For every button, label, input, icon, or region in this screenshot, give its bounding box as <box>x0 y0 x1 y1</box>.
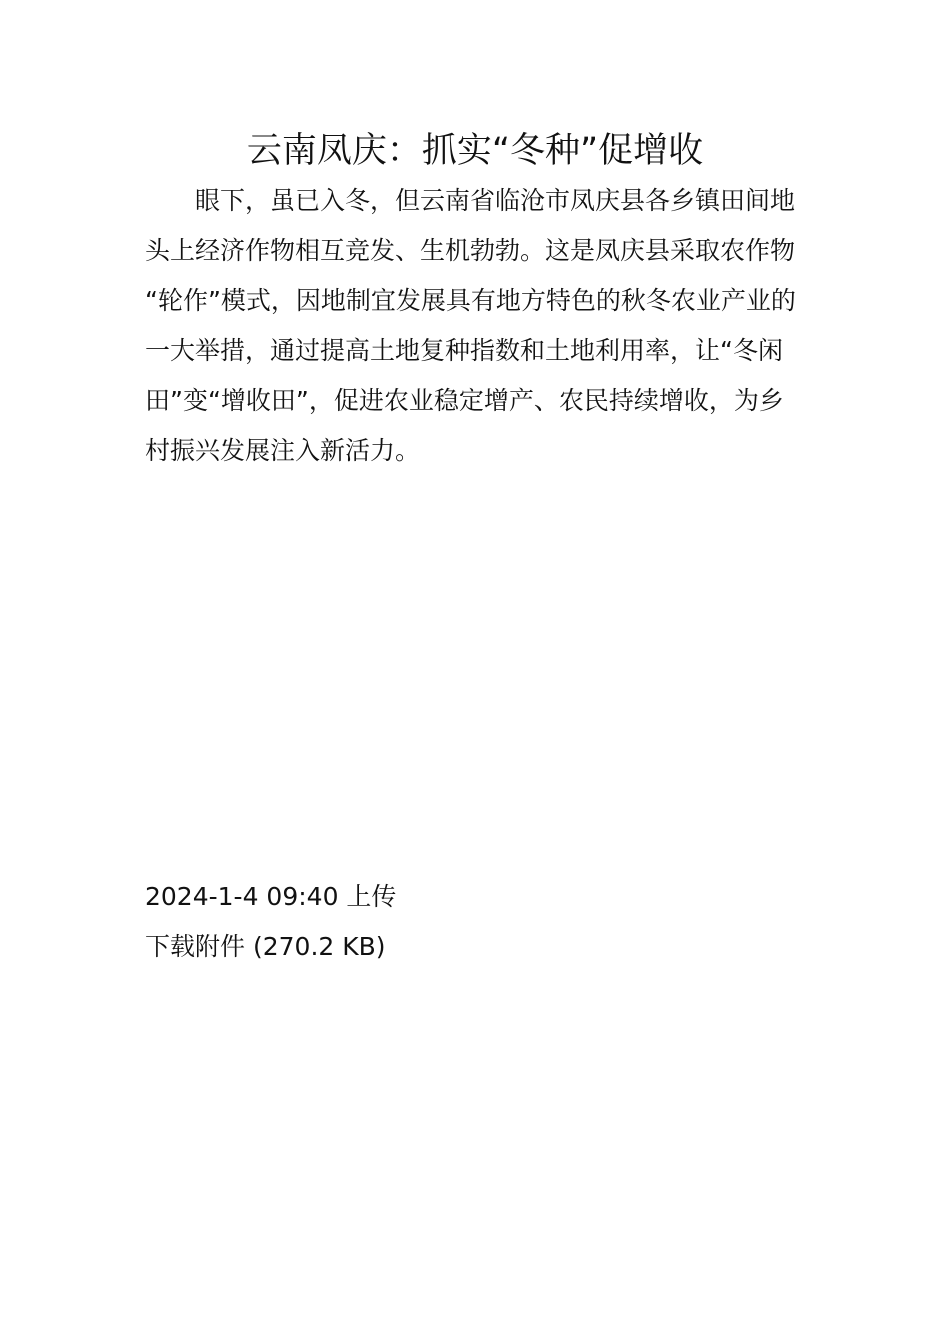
attachment-file-size: (270.2 KB) <box>252 932 386 961</box>
upload-timestamp: 2024-1-4 09:40 上传 <box>145 882 397 911</box>
attachment-row <box>145 922 805 972</box>
article-title: 云南凤庆：抓实“冬种”促增收 <box>246 131 704 171</box>
article-paragraph: 眼下，虽已入冬，但云南省临沧市凤庆县各乡镇田间地头上经济作物相互竞发、生机勃勃。这是凤庆县采取农作物“轮作”模式，因地制宜发展具有地方特色的秋冬农业产业的一大举措，通过提高土地复种指数和土地利用率，让“冬闲田”变“增收田”，促进农业稳定增产、农民持续增收，为乡村振兴发展注入新活力。 <box>145 186 796 465</box>
download-attachment-link[interactable]: 下载附件 <box>145 932 246 961</box>
